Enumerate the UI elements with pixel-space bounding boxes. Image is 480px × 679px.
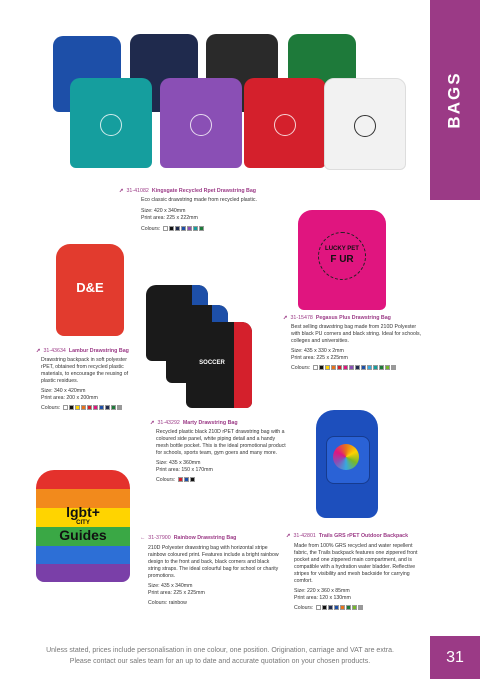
bag-red: [244, 78, 326, 168]
colour-swatch: [358, 605, 363, 610]
colour-swatch: [337, 365, 342, 370]
product-colours: Colours: rainbow: [148, 600, 187, 606]
product-title: ➚ 31-15478 Pegasus Plus Drawstring Bag: [283, 315, 391, 321]
colour-swatch: [105, 405, 110, 410]
colour-swatch: [355, 365, 360, 370]
colour-swatch: [391, 365, 396, 370]
colour-swatch: [385, 365, 390, 370]
product-description: Best selling drawstring bag made from 210D Polyester with black PU corners and black string. Ideal for schools, colleges and universities.: [291, 324, 422, 344]
colour-swatch: [187, 226, 192, 231]
product-print-area: Print area: 225 x 222mm: [141, 215, 198, 221]
product-colours: Colours:: [156, 477, 286, 484]
product-pegasus: [283, 315, 425, 372]
colour-swatch: [313, 365, 318, 370]
product-description: Made from 100% GRS recycled and water repellent fabric, the Trails backpack features one zippered front pocket and one zippered main compartment, and is compatible with a hydration water bladder. Reflective stripes for visibility and mesh backside for carrying comfort.: [294, 543, 418, 584]
product-description: Recycled plastic black 210D rPET drawstring bag with a coloured side panel, white piping detail and a handy mesh bottle pocket. This is the ideal promotional product for schools, sports team, gym goers and many more.: [156, 429, 286, 456]
colour-swatch: [319, 365, 324, 370]
colour-swatch: [352, 605, 357, 610]
product-marty: [150, 420, 286, 484]
colour-swatch: [111, 405, 116, 410]
bag-print-text: Guides: [59, 527, 107, 543]
product-title: ➚ 31-43292 Marty Drawstring Bag: [150, 420, 238, 426]
product-colours: Colours:: [41, 405, 131, 412]
section-tab: [430, 0, 480, 200]
colour-swatch: [93, 405, 98, 410]
colour-swatch: [346, 605, 351, 610]
colour-swatch: [340, 605, 345, 610]
colour-swatch: [193, 226, 198, 231]
colour-swatch: [175, 226, 180, 231]
bag-print-text: lgbt+: [66, 504, 100, 520]
product-title: ➚ 31-43634 Lambur Drawstring Bag: [36, 348, 129, 354]
product-colours: Colours:: [291, 365, 425, 372]
colour-swatch: [190, 477, 195, 482]
colour-swatch: [343, 365, 348, 370]
colour-swatch: [325, 365, 330, 370]
product-colours: Colours:: [141, 226, 294, 233]
product-size: Size: 220 x 360 x 85mm: [294, 588, 350, 594]
colour-swatch: [316, 605, 321, 610]
product-print-area: Print area: 200 x 200mm: [41, 395, 98, 401]
product-print-area: Print area: 120 x 130mm: [294, 595, 351, 601]
product-lambur: [36, 348, 131, 412]
bag-purple: [160, 78, 242, 168]
colour-swatch: [373, 365, 378, 370]
product-trails: [286, 533, 426, 612]
colour-swatch: [361, 365, 366, 370]
colour-swatch: [331, 365, 336, 370]
colour-swatch: [367, 365, 372, 370]
bag-print-text: D&E: [76, 280, 104, 295]
colour-swatch: [184, 477, 189, 482]
product-size: Size: 340 x 420mm: [41, 388, 86, 394]
colour-swatch: [169, 226, 174, 231]
product-size: Size: 435 x 360mm: [156, 460, 201, 466]
bag-teal: [70, 78, 152, 168]
colour-swatch: [63, 405, 68, 410]
colour-swatch: [87, 405, 92, 410]
footer-line: Unless stated, prices include personalisation in one colour, one position. Origination, carriage and VAT are extra.: [46, 647, 394, 654]
colour-swatch: [334, 605, 339, 610]
bag-print-text: LUCKY PET: [325, 246, 359, 252]
colour-swatch: [99, 405, 104, 410]
colour-swatch: [69, 405, 74, 410]
product-print-area: Print area: 150 x 170mm: [156, 467, 213, 473]
product-title: ➚ 31-42801 Trails GRS rPET Outdoor Backpack: [286, 533, 409, 539]
colour-swatch: [322, 605, 327, 610]
colour-swatch: [199, 226, 204, 231]
colour-swatch: [328, 605, 333, 610]
footer-note: [10, 645, 430, 667]
colour-swatch: [163, 226, 168, 231]
bag-print-text: SOCCER: [199, 360, 225, 366]
section-tab-label: BAGS: [445, 71, 464, 129]
colour-swatch: [117, 405, 122, 410]
bag-print-text: F UR: [330, 254, 354, 265]
product-size: Size: 420 x 340mm: [141, 208, 186, 214]
product-description: Drawstring backpack in soft polyester rPET, obtained from recycled plastic materials, to encourage the reusing of plastic residues.: [41, 357, 129, 384]
bag-print-text: CITY: [76, 520, 90, 526]
product-rainbow: [140, 535, 282, 607]
product-kingsgate: [119, 188, 294, 233]
product-title: ➚ 31-41082 Kingsgate Recycled Rpet Drawstring Bag: [119, 188, 257, 194]
page-number: 31: [430, 636, 480, 679]
colour-swatch: [349, 365, 354, 370]
colour-swatch: [178, 477, 183, 482]
colour-swatch: [181, 226, 186, 231]
product-print-area: Print area: 225 x 225mm: [148, 590, 205, 596]
footer-line: Please contact our sales team for an up to date and accurate quotation on your chosen products.: [69, 658, 371, 665]
product-colours: Colours:: [294, 605, 426, 612]
colour-swatch: [81, 405, 86, 410]
product-description: Eco classic drawstring made from recycled plastic.: [141, 197, 257, 203]
product-title: ← 31-37900 Rainbow Drawstring Bag: [140, 535, 237, 541]
bag-white: [324, 78, 406, 170]
product-size: Size: 435 x 330 x 2mm: [291, 348, 344, 354]
product-description: 210D Polyester drawstring bag with horizontal stripe rainbow coloured print. Features include a bright rainbow design to the front and back, black corners and black string straps. The ideal colourful bag for school or charity promotions.: [148, 545, 279, 579]
product-print-area: Print area: 225 x 225mm: [291, 355, 348, 361]
colour-swatch: [379, 365, 384, 370]
colour-swatch: [75, 405, 80, 410]
product-size: Size: 435 x 340mm: [148, 583, 193, 589]
